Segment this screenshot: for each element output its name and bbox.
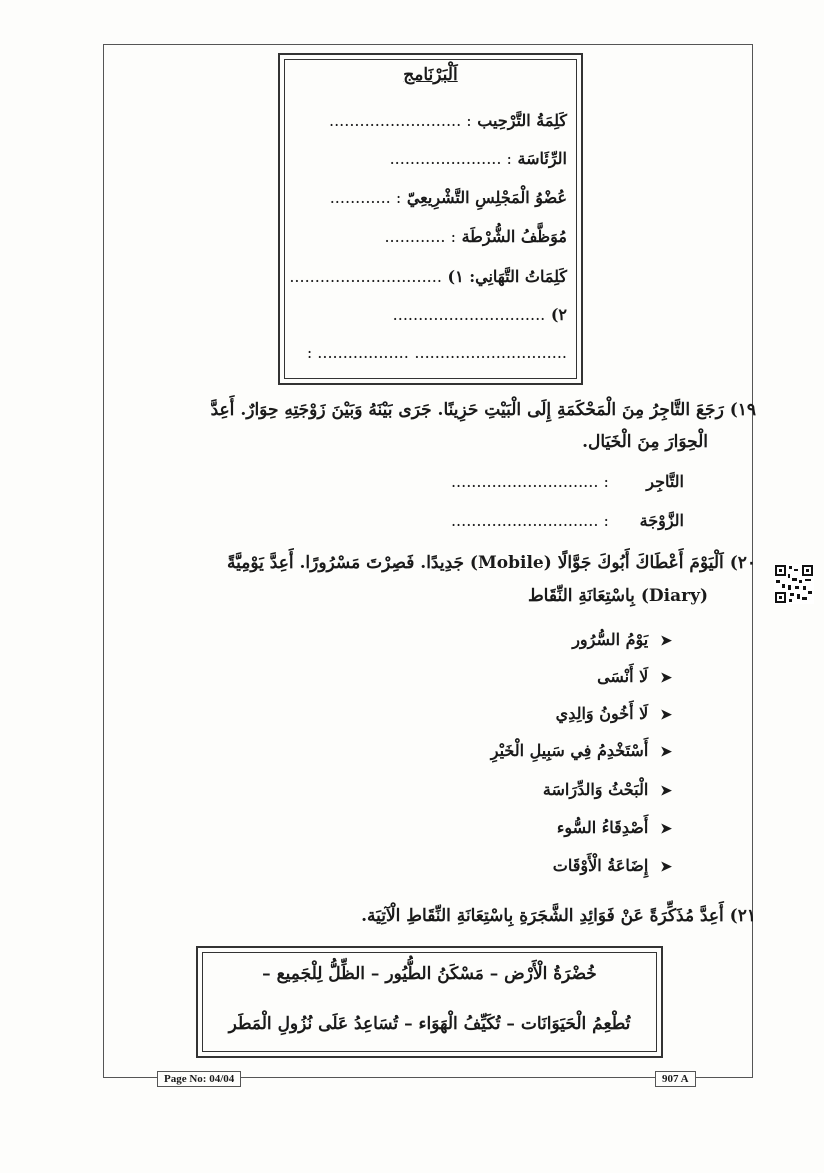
program-row-value: : ......................: [389, 149, 512, 168]
q20-bullet: ➤أَسْتَخْدِمُ فِي سَبِيلِ الْخَيْرِ: [490, 741, 672, 760]
q21-hint-line1: خُضْرَةُ الْأَرْض – مَسْكَنُ الطُّيُور – الظِّلُّ لِلْجَمِيع –: [262, 964, 597, 984]
arrow-bullet-icon: ➤: [660, 821, 672, 837]
page-number-label: Page No: 04/04: [157, 1071, 241, 1087]
q19-text-line2: الْحِوَارَ مِنَ الْخَيَال.: [582, 432, 708, 452]
q20-bullet: ➤إِضَاعَةُ الْأَوْقَات: [552, 856, 672, 875]
q19-text-line1: ١٩) رَجَعَ التَّاجِرُ مِنَ الْمَحْكَمَةِ إِلَى الْبَيْتِ حَزِينًا. جَرَى بَيْنَهُ وَبَيْنَ زَوْجَتِهِ حِوَارٌ. أَعِدَّ: [210, 400, 756, 420]
q19-merchant-row: [451, 472, 684, 491]
program-row-value: .................. :: [306, 343, 409, 362]
q20-text-line2: (Diary) بِاسْتِعَانَةِ النِّقَاط: [527, 586, 708, 606]
program-row: [294, 111, 567, 130]
program-row-label: كَلِمَةُ التَّرْحِيب: [477, 111, 567, 130]
program-row: [294, 343, 567, 362]
program-row-value: ..............................: [392, 305, 546, 324]
q20-bullet: ➤يَوْمُ السُّرُور: [572, 630, 672, 649]
q21-hint-box: [196, 946, 663, 1058]
program-row-label: ..............................: [414, 343, 567, 362]
program-row: [294, 227, 567, 246]
arrow-bullet-icon: ➤: [660, 633, 672, 649]
program-box: [278, 53, 583, 385]
program-row-value: : ..........................: [328, 111, 472, 130]
program-row: [294, 188, 567, 207]
program-row-label: ٢): [550, 305, 567, 324]
arrow-bullet-icon: ➤: [660, 783, 672, 799]
program-row: [294, 305, 567, 324]
q20-bullet: ➤لَا أَخُونُ وَالِدِي: [555, 704, 672, 723]
q19-wife-row: [451, 511, 684, 530]
program-row: [289, 267, 567, 286]
q21-text: ٢١) أَعِدَّ مُذَكِّرَةً عَنْ فَوَائِدِ الشَّجَرَةِ بِاسْتِعَانَةِ النِّقَاطِ الْآتِيَة.: [361, 906, 756, 926]
program-row-value: : ............: [329, 188, 402, 207]
program-row: [294, 149, 567, 168]
q20-bullet: ➤الْبَحْثُ وَالدِّرَاسَة: [542, 780, 672, 799]
program-title: اَلْبَرْنَامج: [403, 65, 458, 85]
arrow-bullet-icon: ➤: [660, 707, 672, 723]
q19-merchant-line: : .............................: [450, 472, 609, 491]
q19-wife-label: الزَّوْجَة: [639, 511, 684, 530]
q21-hint-line2: تُطْعِمُ الْحَيَوَانَات – تُكَيِّفُ الْهَوَاء – تُسَاعِدُ عَلَى نُزُولِ الْمَطَر: [228, 1014, 631, 1034]
arrow-bullet-icon: ➤: [660, 859, 672, 875]
q19-merchant-label: التَّاجِر: [646, 472, 684, 491]
q19-wife-line: : .............................: [450, 511, 609, 530]
qr-code-icon: [774, 564, 814, 604]
paper-code-label: 907 A: [655, 1071, 696, 1087]
arrow-bullet-icon: ➤: [660, 670, 672, 686]
arrow-bullet-icon: ➤: [660, 744, 672, 760]
program-row-label: مُوَظَّفُ الشُّرْطَة: [461, 227, 567, 246]
program-row-label: عُضْوُ الْمَجْلِسِ التَّشْرِيعِيّ: [406, 188, 567, 207]
program-row-label: الرِّئَاسَة: [517, 149, 567, 168]
program-row-label: كَلِمَاتُ التَّهَانِي: ١): [447, 267, 567, 286]
q20-text-line1: ٢٠) اَلْيَوْمَ أَعْطَاكَ أَبُوكَ جَوَّالًا (Mobile) جَدِيدًا. فَصِرْتَ مَسْرُورًا. أَعِدَّ يَوْمِيَّةً: [226, 553, 756, 573]
program-row-value: ..............................: [289, 267, 442, 286]
q20-bullet: ➤أَصْدِقَاءُ السُّوء: [556, 818, 672, 837]
program-inner-border: [284, 59, 577, 379]
q20-bullet: ➤لَا أَنْسَى: [597, 667, 672, 686]
program-row-value: : ............: [384, 227, 456, 246]
